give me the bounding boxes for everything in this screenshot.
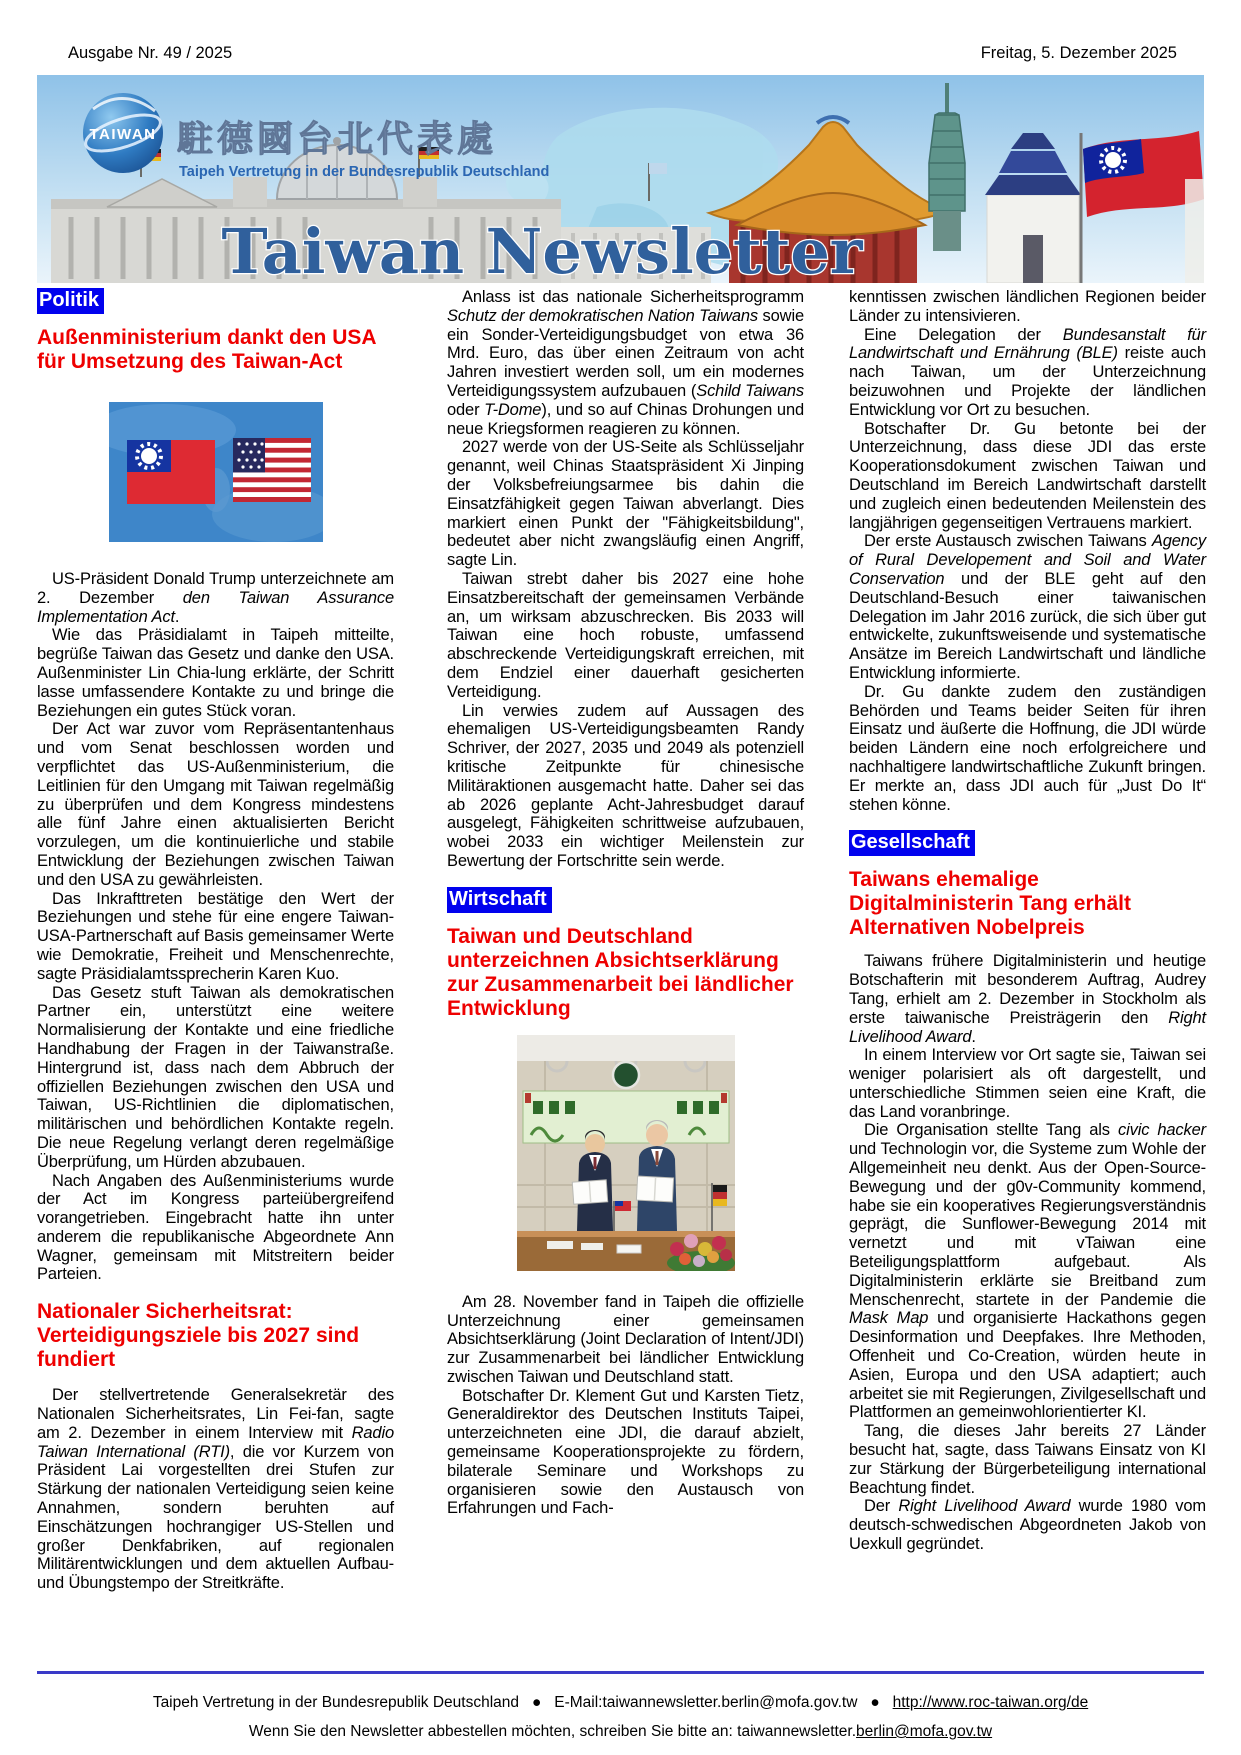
us-flag-icon	[233, 438, 311, 502]
text-segment: sowie ein Sonder-Verteidigungsbudget von etwa 36 Mrd. Euro, das über einen Zeitraum von acht Jahren investiert werden soll, um ein modernes Verteidigungssystem aufzubauen (	[447, 306, 804, 400]
jdi-signing-photo	[517, 1035, 735, 1271]
paragraph	[37, 1172, 394, 1285]
section-label-gesellschaft: Gesellschaft	[849, 830, 975, 856]
article-jdi-text	[447, 1293, 804, 1519]
issue-number: Ausgabe Nr. 49 / 2025	[68, 44, 233, 62]
paragraph	[849, 532, 1206, 682]
headline-tang: Taiwans ehemalige Digitalministerin Tang erhält Alternativen Nobelpreis	[849, 868, 1131, 940]
paragraph	[37, 1386, 394, 1593]
paragraph	[37, 984, 394, 1172]
paragraph	[37, 626, 394, 720]
text-segment: Botschafter Dr. Gu betonte bei der Unterzeichnung, dass diese JDI das erste Kooperationsdokument zwischen Taiwan und Deutschland im Bereich Landwirtschaft darstellt und zugleich einen bedeutenden Meilenstein des langjährigen gegenseitigen Vertrauens markiert.	[849, 419, 1206, 532]
footer-contact-line	[37, 1694, 1204, 1712]
headline-jdi: Taiwan und Deutschland unterzeichnen Absichtserklärung zur Zusammenarbeit bei ländlicher Entwicklung	[447, 924, 794, 1020]
text-segment: Radio Taiwan International (RTI)	[37, 1423, 394, 1461]
text-segment: , die vor Kurzem von Präsident Lai vorgestellten drei Stufen zur Stärkung der nationalen Verteidigung seien keine Annahmen, sondern beruhten auf Einschätzungen hochrangiger US-Stellen und großer Denkfabriken, auf regionalen Militärentwicklungen und dem aktuellen Aufbau- und Übungstempo der Streitkräfte.	[37, 1442, 395, 1593]
text-segment: Der stellvertretende Generalsekretär des Nationalen Sicherheitsrates, Lin Fei-fan, sagte am 2. Dezember in einem Interview mit	[37, 1386, 394, 1442]
text-segment: Taiwan strebt daher bis 2027 eine hohe Einsatzbereitschaft der gemeinsamen Verbände an, um wirksam abzuschrecken. Bis 2033 will Taiwan eine hoch robuste, umfassend abschreckende Verteidigungskraft erreichen, mit dem Endziel einer dauerhaft gesicherten Verteidigung.	[447, 569, 804, 701]
paragraph	[849, 326, 1206, 420]
text-segment: ●	[857, 1694, 893, 1711]
newsletter-title: Taiwan Newsletter	[221, 215, 863, 283]
footer-link[interactable]: http://www.roc-taiwan.org/de	[892, 1694, 1089, 1711]
text-segment: und organisierte Hackathons gegen Desinformation und Deepfakes. Ihre Methoden, Offenheit und Co-Creation, würden heute in Asien, Europa und den USA adaptiert; auch arbeitet sie mit Regierungen, Zivilgesellschaft und Plattformen an gemeinwohlorientierter KI.	[849, 1309, 1206, 1422]
paragraph	[849, 1422, 1206, 1497]
column-3	[849, 288, 1206, 1554]
text-segment: den Taiwan Assurance Implementation Act	[37, 588, 394, 626]
banner-collage-image	[37, 75, 1204, 283]
footer-unsubscribe-line	[37, 1723, 1204, 1741]
wall-emblem-graphic	[613, 1062, 639, 1088]
taiwan-flag-icon	[127, 440, 215, 504]
paragraph	[447, 1387, 804, 1519]
paragraph	[447, 288, 804, 438]
section-label-wirtschaft: Wirtschaft	[447, 887, 552, 913]
text-segment: Das Gesetz stuft Taiwan als demokratischen Partner ein, unterstützt eine weitere Normalisierung der Kontakte und eine friedliche Handhabung der Fragen in der Taiwanstraße. Hintergrund ist, dass nach dem Abbruch der offiziellen Beziehungen zwischen den USA und Taiwan, US-Richtlinien die diplomatischen, militärischen und behördlichen Kontakte regeln. Die neue Regelung verlangt deren regelmäßige Überprüfung, um Hürden abzubauen.	[37, 983, 394, 1171]
text-segment: Bundesanstalt für Landwirtschaft und Ernährung (BLE)	[849, 325, 1207, 363]
paragraph	[37, 720, 394, 889]
paragraph	[849, 952, 1206, 1046]
banner-chinese-title: 駐德國台北代表處	[177, 119, 498, 160]
text-segment: Botschafter Dr. Klement Gut und Karsten Tietz, Generaldirektor des Deutschen Instituts Taipei, unterzeichneten eine JDI, die darauf abzielt, gemeinsame Kooperationsprojekte zu fördern, bilaterale Seminare und Workshops zu organisieren sowie den Austausch von Erfahrungen und Fach-	[447, 1386, 804, 1518]
text-segment: Der erste Austausch zwischen Taiwans	[864, 532, 1152, 551]
ceremony-banner-graphic	[523, 1091, 729, 1143]
column-1	[37, 288, 394, 1593]
text-segment: Right Livelihood Award	[898, 1497, 1071, 1516]
section-label-politik: Politik	[37, 288, 104, 314]
paragraph	[447, 570, 804, 702]
text-segment: Die Organisation stellte Tang als	[864, 1121, 1118, 1140]
text-segment: Anlass ist das nationale Sicherheitsprogramm	[462, 288, 804, 306]
text-segment: ●	[519, 1694, 555, 1711]
text-segment: .	[174, 607, 180, 626]
text-segment: T-Dome	[484, 400, 542, 419]
text-segment: .	[971, 1027, 976, 1046]
text-segment: Taiwans frühere Digitalministerin und heutige Botschafterin mit besonderem Auftrag, Audrey Tang, erhielt am 2. Dezember in Stockholm als erste taiwanische Preisträgerin den	[849, 952, 1206, 1027]
text-segment: und der BLE geht auf den Deutschland-Besuch einer taiwanischen Delegation im Jahr 2016 zurück, die sich über gut entwickelte, zukunftsweisende und systematische Ansätze im Bereich Landwirtschaft und ländliche Entwicklung informierte.	[849, 569, 1206, 682]
paragraph	[447, 438, 804, 570]
paragraph	[447, 1293, 804, 1387]
text-segment: Schild Taiwans	[696, 381, 804, 400]
headline-taiwan-act: Außenministerium dankt den USA für Umsetzung des Taiwan-Act	[37, 326, 376, 373]
text-segment: oder	[447, 400, 485, 419]
text-segment: Nach Angaben des Außenministeriums wurde der Act im Kongress parteiübergreifend vorangetrieben. Eingebracht hatte ihn unter anderem die republikanische Abgeordnete Ann Wagner, gemeinsam mit Mitstreitern beider Parteien.	[37, 1171, 394, 1284]
text-segment: Am 28. November fand in Taipeh die offizielle Unterzeichnung einer gemeinsamen Absichtserklärung (Joint Declaration of Intent/JDI) zur Zusammenarbeit bei ländlicher Entwicklung zwischen Taiwan und Deutschland statt.	[447, 1292, 804, 1386]
footer-link[interactable]: berlin@mofa.gov.tw	[856, 1723, 993, 1740]
text-segment: Mask Map	[849, 1309, 929, 1328]
text-segment: Wie das Präsidialamt in Taipeh mitteilte, begrüße Taiwan das Gesetz und danke den USA. Außenminister Lin Chia-lung erklärte, der Schritt lasse umfassendere Kontakte zu und bringe die Beziehungen ein gutes Stück voran.	[37, 626, 394, 720]
paragraph	[849, 1497, 1206, 1553]
column-2	[447, 288, 804, 1518]
paragraph	[849, 288, 1206, 326]
text-segment: Das Inkrafttreten bestätige den Wert der Beziehungen und stehe für eine engere Taiwan-USA-Partnerschaft auf Basis gemeinsamer Werte wie Demokratie, Freiheit und Menschenrechte, sagte Präsidialamtssprecherin Karen Kuo.	[37, 889, 394, 983]
text-segment: ), und so auf Chinas Drohungen und neue Kriegsformen reagieren zu können.	[447, 400, 804, 438]
paragraph	[849, 683, 1206, 815]
text-segment: kenntissen zwischen ländlichen Regionen beider Länder zu intensivieren.	[849, 288, 1206, 325]
taiwan-us-flags-photo	[109, 402, 323, 542]
article-jdi-text-continued	[849, 288, 1206, 814]
text-segment: In einem Interview vor Ort sagte sie, Taiwan sei weniger polarisiert als oft dargestellt, und unterschiedliche Stimmen seien eine Kraft, die das Land voranbringe.	[849, 1046, 1206, 1121]
paragraph	[849, 1046, 1206, 1121]
banner-subtitle: Taipeh Vertretung in der Bundesrepublik Deutschland	[179, 164, 550, 180]
text-segment: wurde 1980 vom deutsch-schwedischen Abgeordneten Jakob von Uexkull gegründet.	[849, 1497, 1206, 1554]
article-sicherheitsrat-text	[37, 1386, 394, 1593]
text-segment: Wenn Sie den Newsletter abbestellen möchten, schreiben Sie bitte an: taiwannewsletter.	[248, 1723, 857, 1740]
text-segment: 2027 werde von der US-Seite als Schlüsseljahr genannt, weil Chinas Staatspräsident Xi Jinping der Volksbefreiungsarmee bis dahin die Einsatzfähigkeit gegen Taiwan abverlangt. Dies markiert einen Punkt der "Fähigkeitsbildung", bedeutet aber nicht zwangsläufig einen Angriff, sagte Lin.	[447, 438, 804, 570]
text-segment: Right Livelihood Award	[849, 1008, 1206, 1046]
text-segment: US-Präsident Donald Trump unterzeichnete am 2. Dezember	[37, 570, 394, 607]
logo-wordmark: TAIWAN	[89, 126, 157, 143]
footer-divider	[37, 1671, 1204, 1674]
article-taiwan-act-text	[37, 570, 394, 1284]
text-segment: Lin verwies zudem auf Aussagen des ehemaligen US-Verteidigungsbeamten Randy Schriver, der 2027, 2035 und 2049 als potenziell kritische Zeitpunkte für chinesische Militäraktionen ausgemacht hatte. Daher sei das ab 2026 geplante Acht-Jahresbudget darauf ausgelegt, Fähigkeiten schrittweise aufzubauen, wobei 2033 ein wichtiger Meilenstein zur Bewertung der Fortschritte sein werde.	[447, 701, 804, 870]
article-sicherheitsrat-text-continued	[447, 288, 804, 871]
text-segment: E-Mail:taiwannewsletter.berlin@mofa.gov.tw	[554, 1694, 858, 1711]
text-segment: civic hacker	[1117, 1121, 1207, 1140]
text-segment: Dr. Gu dankte zudem den zuständigen Behörden und Teams beider Seiten für ihren Einsatz und äußerte die Hoffnung, die JDI würde beiden Ländern eine noch erfolgreichere und nachhaltigere landwirtschaftliche Zukunft bringen. Er merkte an, dass JDI auch für „Just Do It“ stehen könne.	[849, 682, 1206, 814]
text-segment: Eine Delegation der	[864, 325, 1063, 344]
paragraph	[447, 702, 804, 871]
text-segment: und Technologin vor, die Systeme zum Wohle der Allgemeinheit neu denkt. Aus der Open-Source-Bewegung und der g0v-Community kommend, habe sie ein kooperatives Regierungsverständnis geprägt, die Sunflower-Bewegung 2014 mit vernetzt und mit vTaiwan eine Beteiligungsplattform aufgebaut. Als Digitalministerin erklärte sie Breitband zum Menschenrecht, startete in der Pandemie die	[849, 1140, 1206, 1309]
newsletter-banner	[37, 75, 1204, 283]
text-segment: reiste auch nach Taiwan, um der Unterzeichnung beizuwohnen und Projekte der ländlichen Entwicklung vor Ort zu besuchen.	[849, 344, 1206, 419]
text-segment: Tang, die dieses Jahr bereits 27 Länder besucht hat, sagte, dass Taiwans Einsatz von KI zur Stärkung der Bürgerbeteiligung international Beachtung findet.	[849, 1422, 1206, 1497]
text-segment: Schutz der demokratischen Nation Taiwans	[447, 306, 759, 325]
paragraph	[37, 890, 394, 984]
text-segment: Taipeh Vertretung in der Bundesrepublik Deutschland	[152, 1694, 520, 1711]
text-segment: Der	[864, 1497, 899, 1516]
paragraph	[849, 420, 1206, 533]
headline-sicherheitsrat: Nationaler Sicherheitsrat: Verteidigungsziele bis 2027 sind fundiert	[37, 1300, 360, 1372]
page-header	[68, 44, 1177, 63]
paragraph	[37, 570, 394, 626]
article-tang-text	[849, 952, 1206, 1554]
text-segment: Agency of Rural Developement and Soil and Water Conservation	[849, 532, 1206, 588]
paragraph	[849, 1121, 1206, 1422]
text-segment: Der Act war zuvor vom Repräsentantenhaus und vom Senat beschlossen worden und verpflichtet das US-Außenministerium, die Leitlinien für den Umgang mit Taiwan regelmäßig zu überprüfen und dem Kongress mindestens alle fünf Jahre einen aktualisierten Bericht vorzulegen, um die kontinuierliche und stabile Entwicklung der Beziehungen zwischen Taiwan und den USA zu gewährleisten.	[37, 720, 394, 889]
issue-date: Freitag, 5. Dezember 2025	[980, 44, 1177, 62]
